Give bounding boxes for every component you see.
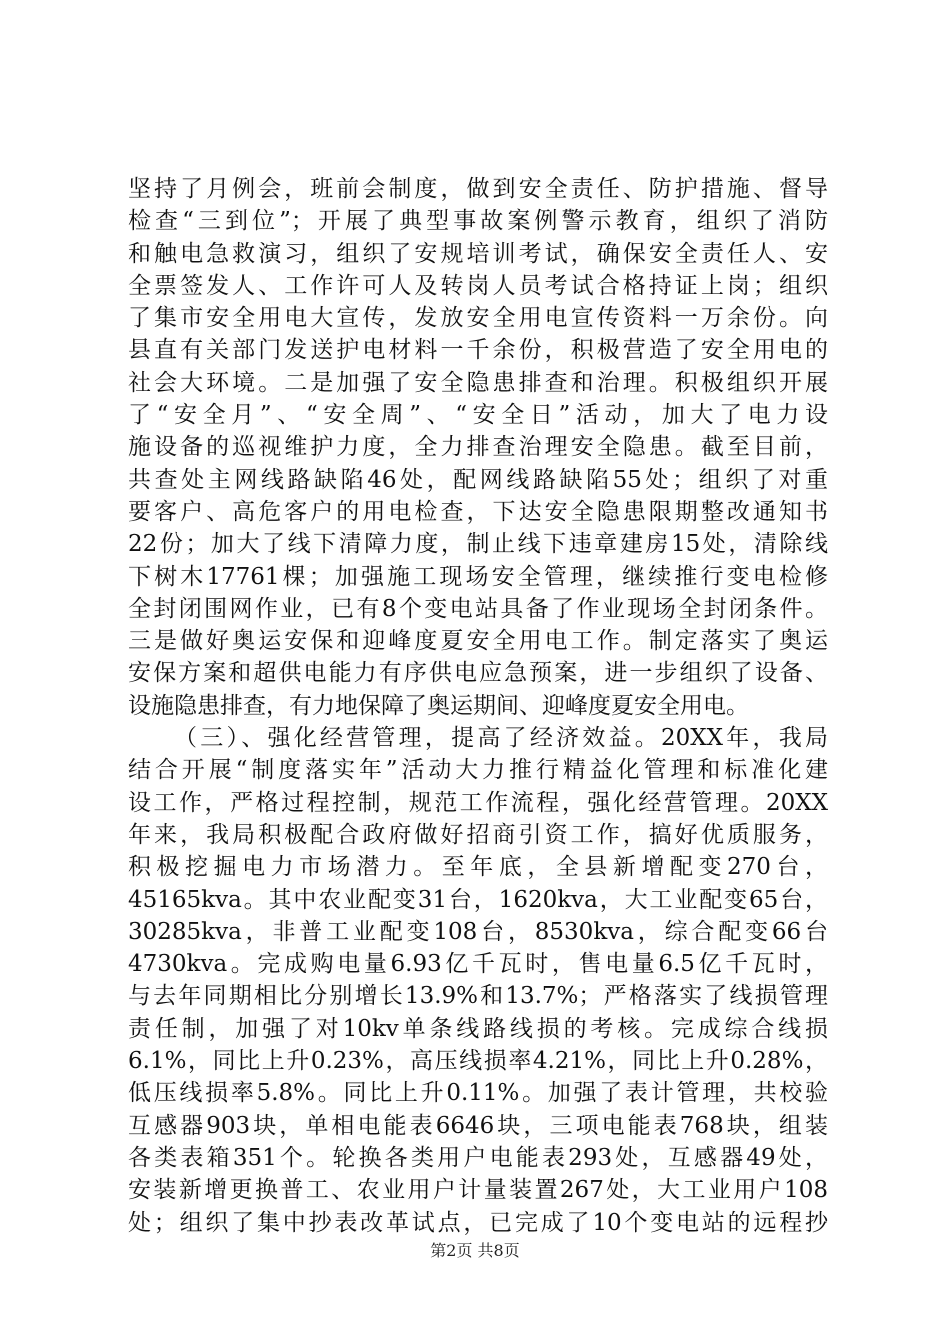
- text-line: 积极挖掘电力市场潜力。至年底，全县新增配变270台，: [128, 854, 828, 881]
- paragraph-start-line: （三）、强化经营管理，提高了经济效益。20XX年，我局: [174, 725, 828, 752]
- text-line: 设工作，严格过程控制，规范工作流程，强化经营管理。20XX: [128, 789, 828, 816]
- text-line: 处；组织了集中抄表改革试点，已完成了10个变电站的远程抄: [128, 1209, 828, 1236]
- text-line: 安保方案和超供电能力有序供电应急预案，进一步组织了设备、: [128, 660, 828, 687]
- text-line: 年来，我局积极配合政府做好招商引资工作，搞好优质服务，: [128, 821, 828, 848]
- text-line: 共查处主网线路缺陷46处，配网线路缺陷55处；组织了对重: [128, 466, 828, 493]
- text-line: 设施隐患排查，有力地保障了奥运期间、迎峰度夏安全用电。: [128, 692, 749, 719]
- text-line: 下树木17761棵；加强施工现场安全管理，继续推行变电检修: [128, 563, 828, 590]
- text-line: 各类表箱351个。轮换各类用户电能表293处，互感器49处，: [128, 1144, 828, 1171]
- text-line: 和触电急救演习，组织了安规培训考试，确保安全责任人、安: [128, 240, 828, 267]
- text-line: 了集市安全用电大宣传，发放安全用电宣传资料一万余份。向: [128, 305, 828, 332]
- text-line: 坚持了月例会，班前会制度，做到安全责任、防护措施、督导: [128, 176, 828, 202]
- text-line: 45165kva。其中农业配变31台，1620kva，大工业配变65台，: [128, 886, 828, 913]
- text-line: 安装新增更换普工、农业用户计量装置267处，大工业用户108: [128, 1177, 828, 1204]
- text-line: 4730kva。完成购电量6.93亿千瓦时，售电量6.5亿千瓦时，: [128, 951, 828, 978]
- text-line: 检查“三到位”；开展了典型事故案例警示教育，组织了消防: [128, 208, 828, 235]
- text-line: 县直有关部门发送护电材料一千余份，积极营造了安全用电的: [128, 337, 828, 364]
- text-line: 6.1%，同比上升0.23%，高压线损率4.21%，同比上升0.28%，: [128, 1048, 828, 1075]
- text-line: 施设备的巡视维护力度，全力排查治理安全隐患。截至目前，: [128, 434, 828, 461]
- text-line: 了“安全月”、“安全周”、“安全日”活动，加大了电力设: [128, 402, 828, 429]
- text-line: 22份；加大了线下清障力度，制止线下违章建房15处，清除线: [128, 531, 828, 558]
- text-line: 结合开展“制度落实年”活动大力推行精益化管理和标准化建: [128, 757, 828, 784]
- text-line: 责任制，加强了对10kv单条线路线损的考核。完成综合线损: [128, 1015, 828, 1042]
- text-line: 低压线损率5.8%。同比上升0.11%。加强了表计管理，共校验: [128, 1080, 828, 1107]
- body-text: [128, 173, 828, 1239]
- text-line: 三是做好奥运安保和迎峰度夏安全用电工作。制定落实了奥运: [128, 628, 828, 655]
- text-line: 与去年同期相比分别增长13.9%和13.7%；严格落实了线损管理: [128, 983, 828, 1010]
- text-line: 互感器903块，单相电能表6646块，三项电能表768块，组装: [128, 1112, 828, 1139]
- text-line: 要客户、高危客户的用电检查，下达安全隐患限期整改通知书: [128, 498, 828, 525]
- text-line: 全票签发人、工作许可人及转岗人员考试合格持证上岗；组织: [128, 272, 828, 299]
- text-line: 30285kva，非普工业配变108台，8530kva，综合配变66台: [128, 918, 828, 945]
- page-number-footer: 第2页 共8页: [430, 1241, 520, 1260]
- text-line: 全封闭围网作业，已有8个变电站具备了作业现场全封闭条件。: [128, 595, 828, 622]
- text-line: 社会大环境。二是加强了安全隐患排查和治理。积极组织开展: [128, 369, 828, 396]
